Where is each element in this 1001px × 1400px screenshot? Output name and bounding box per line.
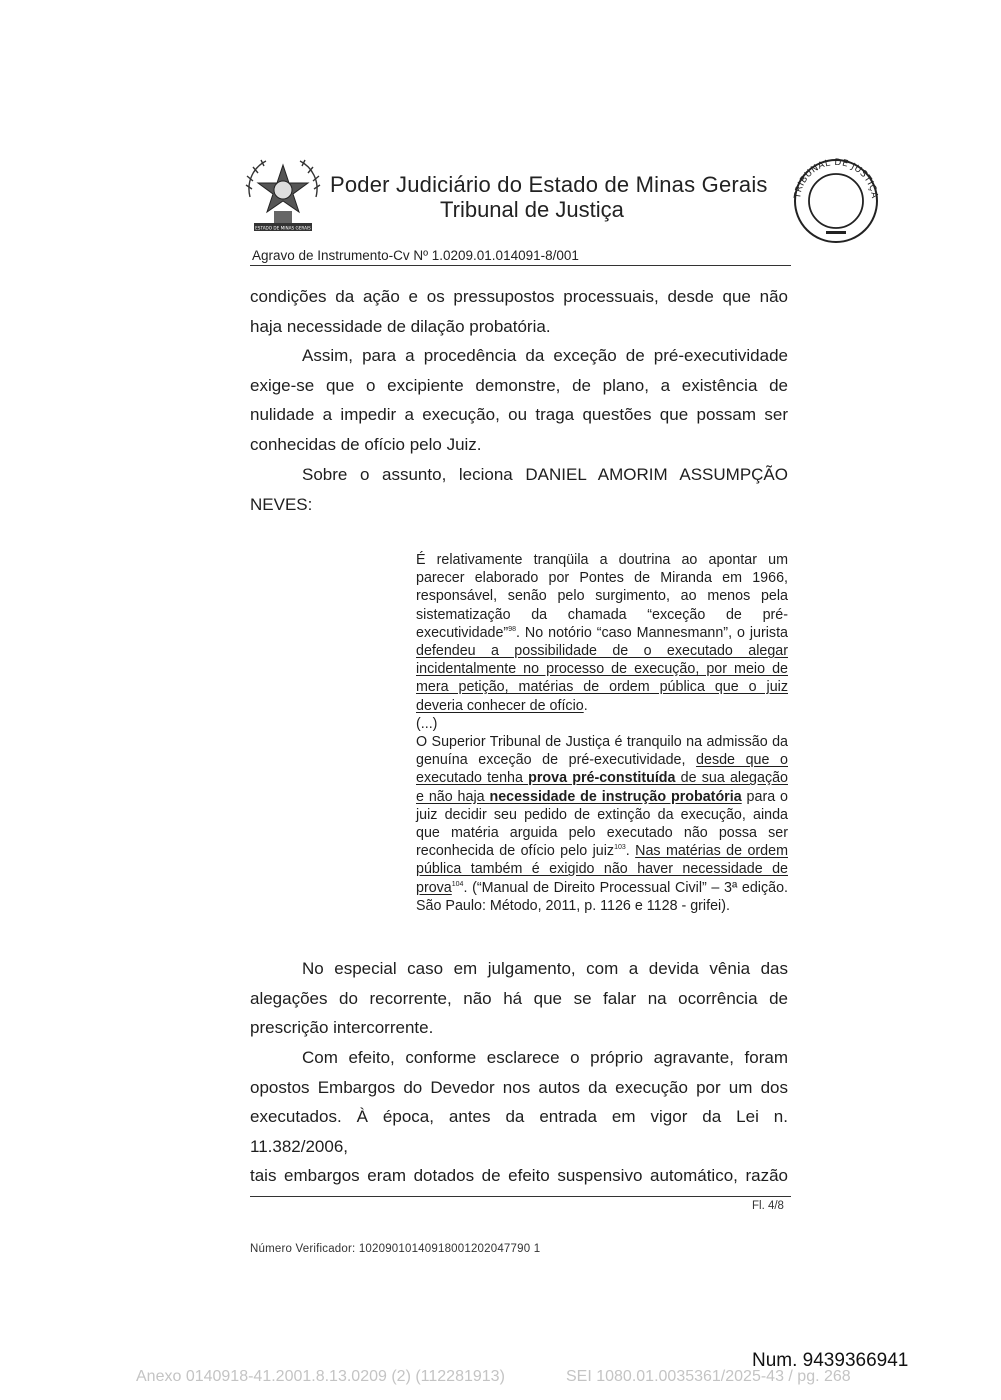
paragraph-3-line-1: Sobre o assunto, leciona DANIEL AMORIM ASSUMPÇÃO — [302, 465, 788, 484]
header-subtitle: Tribunal de Justiça — [440, 197, 624, 222]
paragraph-5 — [250, 1043, 788, 1191]
quote-ellipsis: (...) — [416, 715, 438, 732]
quote-bold-underlined: necessidade de instrução probatória — [489, 788, 742, 805]
footer-divider — [250, 1196, 791, 1197]
quote-text: . — [583, 697, 588, 714]
paragraph-4: No especial caso em julgamento, com a devida vênia das alegações do recorrente, não há que se falar na ocorrência de prescrição intercorrente. — [250, 959, 788, 1038]
quote-underlined: defendeu a possibilidade de o executado alegar incidentalmente no processo de execução, por meio de mera petição, matérias de ordem pública que o juiz deveria conhecer de ofício — [416, 643, 788, 714]
sei-watermark: SEI 1080.01.0035361/2025-43 / pg. 268 — [566, 1368, 851, 1385]
quote-underlined: de sua alegação e não haja — [416, 770, 788, 805]
paragraph-5-last-line: tais embargos eram dotados de efeito suspensivo automático, razão — [250, 1166, 788, 1186]
quote-paragraph-2 — [416, 733, 788, 915]
svg-text:TRIBUNAL DE JUSTIÇA DE MINAS G — [786, 155, 879, 202]
quote-underlined: desde que o executado tenha — [416, 752, 788, 787]
annex-watermark: Anexo 0140918-41.2001.8.13.0209 (2) (112281913) — [136, 1368, 505, 1385]
footnote-ref: 98 — [508, 626, 516, 634]
quote-paragraph-1 — [416, 551, 788, 715]
process-number: Agravo de Instrumento-Cv Nº 1.0209.01.014091-8/001 — [252, 248, 579, 263]
quote-text: para o juiz decidir seu pedido de extinção da execução, ainda que matéria arguida pelo executado não possa ser reconhecida de ofício pelo juiz — [416, 788, 788, 860]
footnote-ref: 104 — [451, 880, 464, 888]
header-title: Poder Judiciário do Estado de Minas Gerais — [330, 172, 768, 197]
page-folio: Fl. 4/8 — [752, 1200, 784, 1212]
paragraph-5-main: Com efeito, conforme esclarece o próprio agravante, foram opostos Embargos do Devedor nos autos da execução por um dos executados. À época, antes da entrada em vigor da Lei n. 11.382/2006, — [250, 1048, 788, 1156]
header-divider — [250, 265, 791, 266]
quote-text: . (“Manual de Direito Processual Civil” – 3ª edição. São Paulo: Método, 2011, p. 1126 e 1128 - grifei). — [416, 879, 788, 914]
quote-text: . No notório “caso Mannesmann”, o jurista — [516, 624, 788, 641]
court-seal-icon — [786, 155, 886, 243]
footnote-ref: 103 — [614, 844, 626, 852]
paragraph-1: condições da ação e os pressupostos processuais, desde que não haja necessidade de dilação probatória. — [250, 287, 788, 336]
quote-bold-underlined: prova pré-constituída — [528, 770, 676, 787]
quote-text: O Superior Tribunal de Justiça é tranquilo na admissão da genuína exceção de pré-executividade, — [416, 734, 788, 769]
coat-text: ESTADO DE MINAS GERAIS — [255, 225, 311, 231]
coat-of-arms-icon — [240, 153, 326, 239]
quote-underlined: Nas matérias de ordem pública também é exigido não haver necessidade de prova — [416, 843, 788, 896]
seal-text: TRIBUNAL DE JUSTIÇA — [793, 157, 880, 200]
paragraph-2: Assim, para a procedência da exceção de pré-executividade exige-se que o excipiente demonstre, de plano, a existência de nulidade a impedir a execução, ou traga questões que possam ser conhecidas de ofício pelo Juiz. — [250, 346, 788, 454]
verification-number: Número Verificador: 10209010140918001202047790 1 — [250, 1243, 541, 1255]
block-quote — [416, 551, 788, 915]
document-number: Num. 9439366941 — [752, 1350, 909, 1371]
quote-text: É relativamente tranqüila a doutrina ao apontar um parecer elaborado por Pontes de Miranda em 1966, responsável, senão pelo surgimento, ao menos pela sistematização da chamada “exceção de pré-executividade” — [416, 552, 788, 641]
paragraph-3-line-2: NEVES: — [250, 494, 313, 514]
quote-text: . — [625, 843, 636, 860]
paragraph-3 — [250, 460, 788, 519]
